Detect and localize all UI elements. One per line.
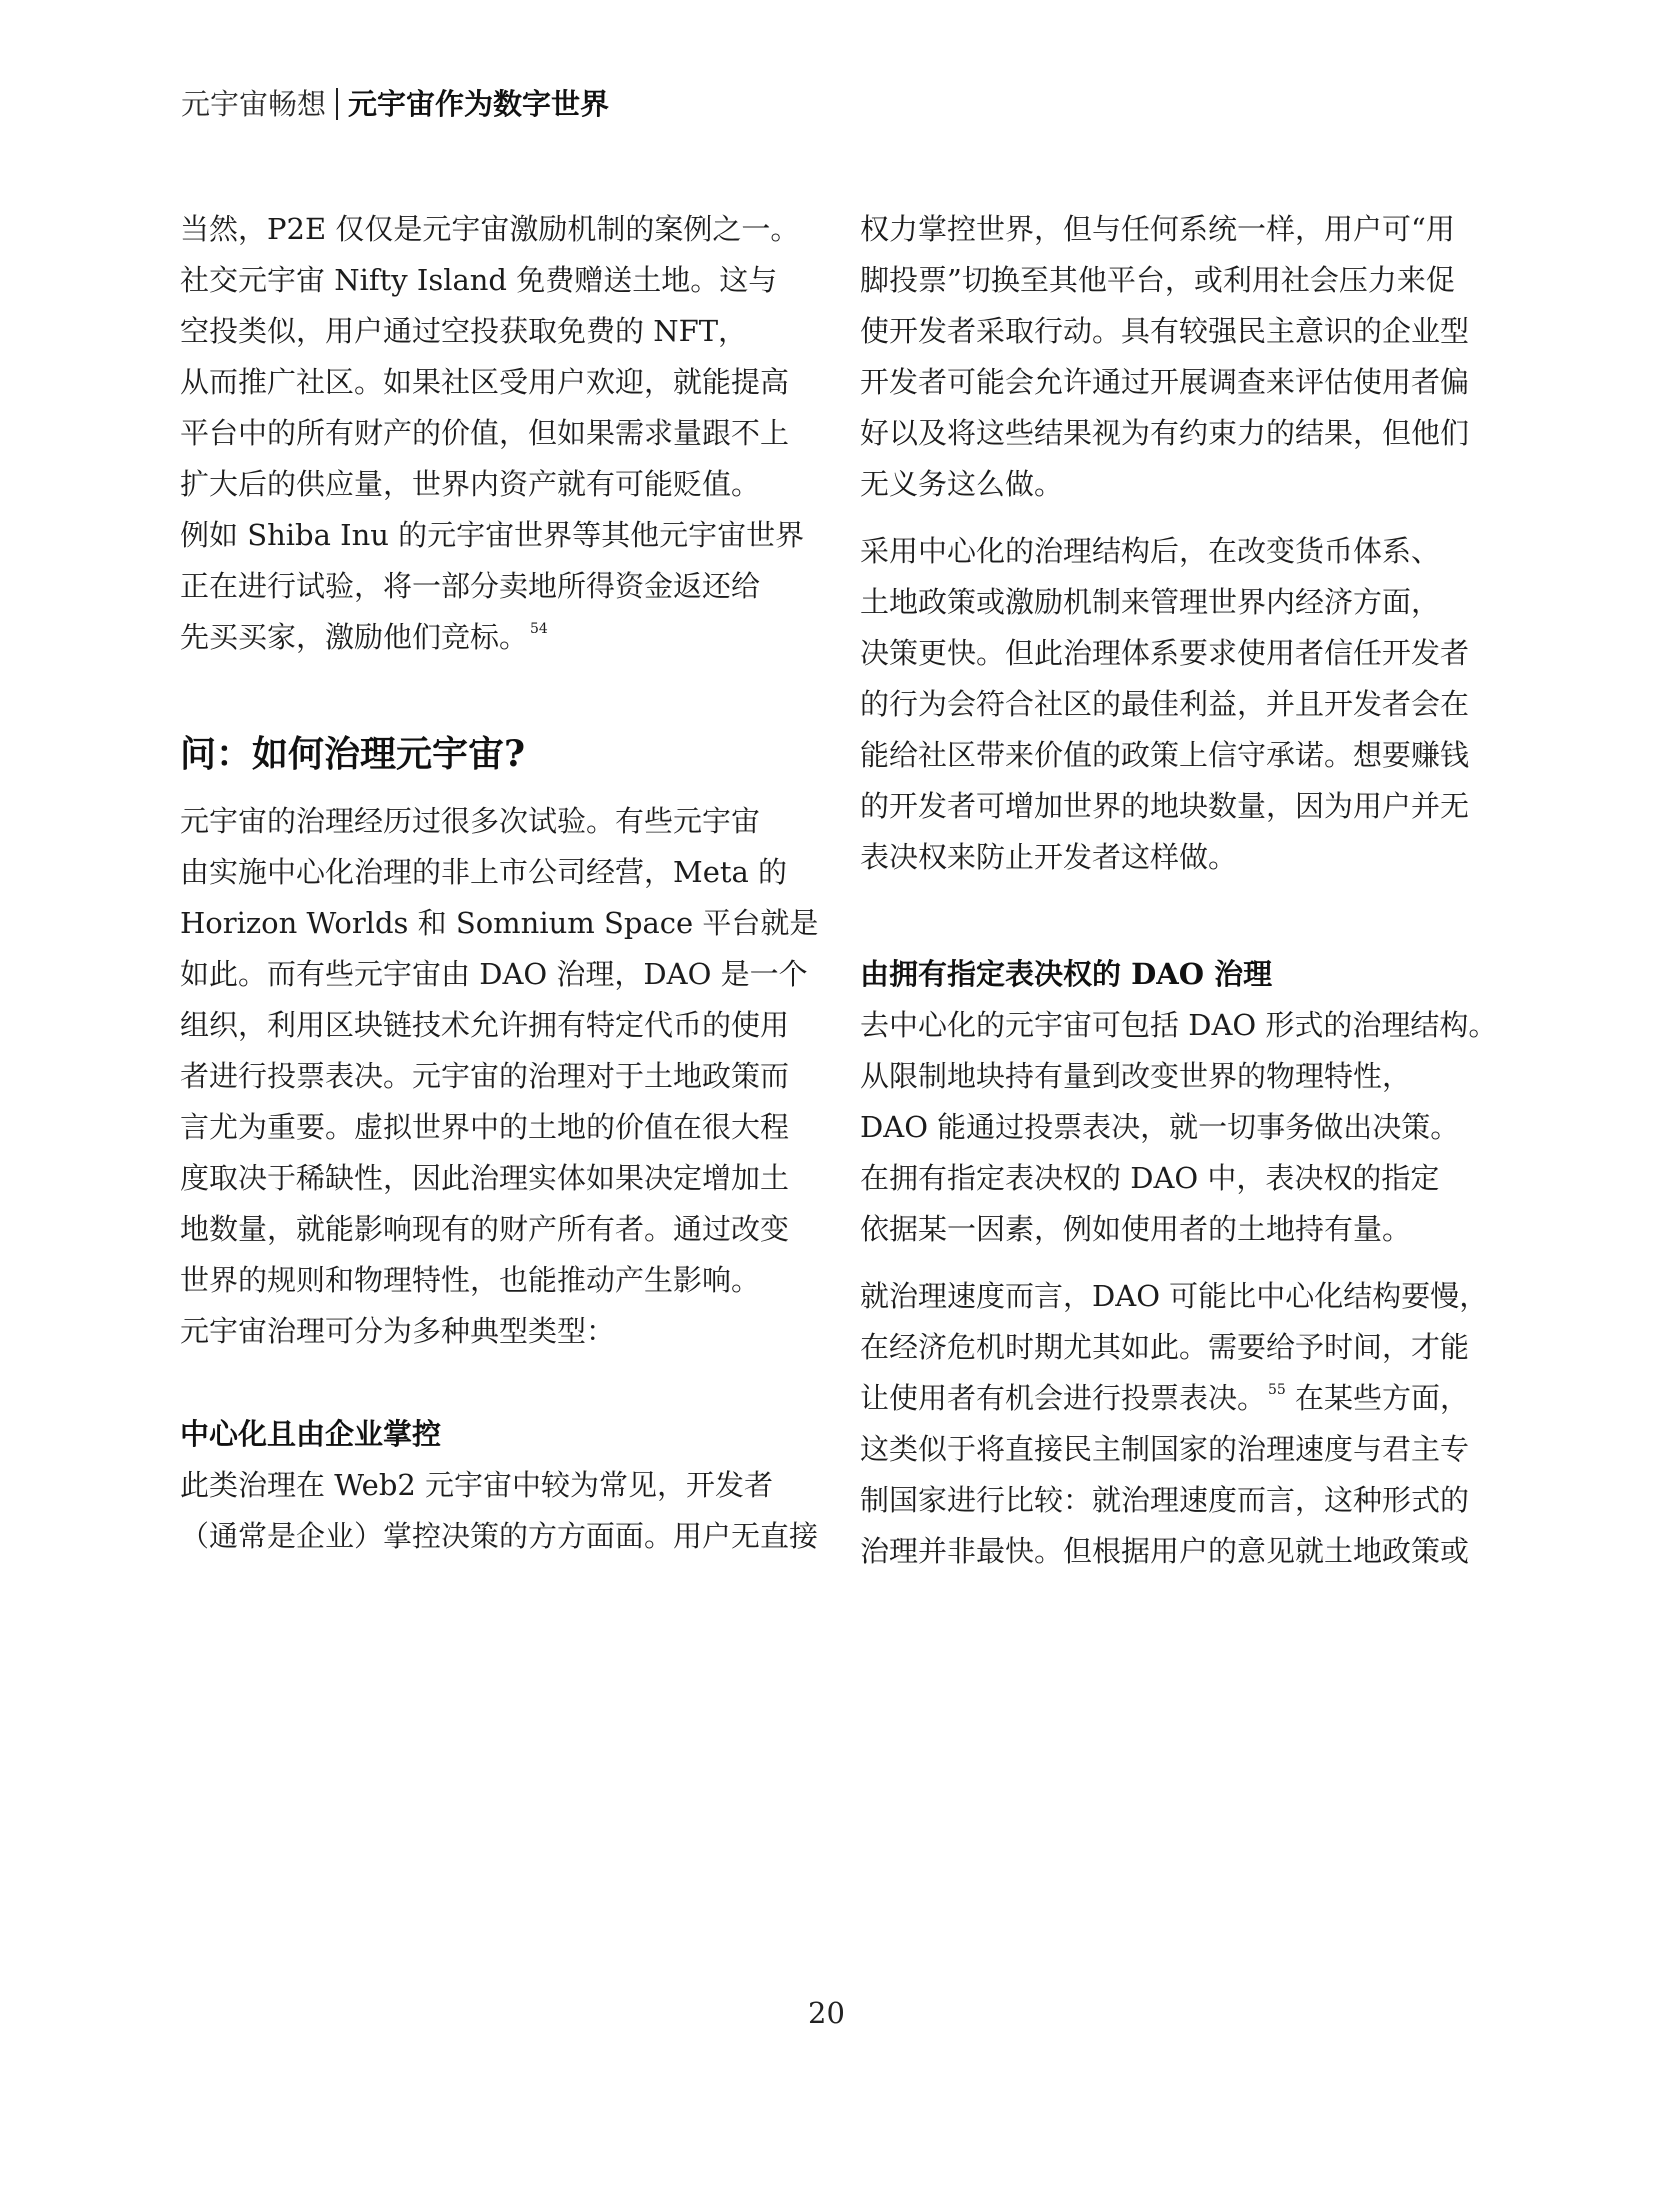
spacer [860,1255,1460,1271]
spacer [180,1357,800,1409]
text-line: 土地政策或激励机制来管理世界内经济方面， [860,585,1441,619]
text-line: 言尤为重要。虚拟世界中的土地的价值在很大程 [180,1110,790,1144]
text-line: 正在进行试验，将一部分卖地所得资金返还给 [180,569,761,603]
text-line: 者进行投票表决。元宇宙的治理对于土地政策而 [180,1059,790,1093]
spacer [860,510,1460,526]
text-fragment: 让使用者有机会进行投票表决。 [860,1381,1267,1415]
text-line: 权力掌控世界，但与任何系统一样，用户可“用 [860,212,1455,246]
text-line: 制国家进行比较：就治理速度而言，这种形式的 [860,1483,1470,1517]
text-line: 当然，P2E 仅仅是元宇宙激励机制的案例之一。 [180,212,800,246]
text-line: 元宇宙治理可分为多种典型类型： [180,1314,616,1348]
text-line: 元宇宙的治理经历过很多次试验。有些元宇宙 [180,804,761,838]
paragraph-centralized-corporate [180,1460,819,1562]
spacer [180,663,800,729]
text-line: 社交元宇宙 Nifty Island 免费赠送土地。这与 [180,263,778,297]
text-line: 依据某一因素，例如使用者的土地持有量。 [860,1212,1412,1246]
text-line: 就治理速度而言，DAO 可能比中心化结构要慢， [860,1279,1489,1313]
right-column [860,204,1498,1577]
text-line: 使开发者采取行动。具有较强民主意识的企业型 [860,314,1470,348]
paragraph-dao-governance [860,1000,1498,1255]
text-line: 如此。而有些元宇宙由 DAO 治理，DAO 是一个 [180,957,808,991]
header-series-title: 元宇宙畅想 [181,87,327,121]
running-header [181,84,609,124]
text-line: 组织，利用区块链技术允许拥有特定代币的使用 [180,1008,790,1042]
text-line: 脚投票”切换至其他平台，或利用社会压力来促 [860,263,1455,297]
text-line: 无义务这么做。 [860,467,1064,501]
text-line: Horizon Worlds 和 Somnium Space 平台就是 [180,906,819,940]
text-line: 此类治理在 Web2 元宇宙中较为常见，开发者 [180,1468,774,1502]
text-line: 采用中心化的治理结构后，在改变货币体系、 [860,534,1441,568]
text-line: 能给社区带来价值的政策上信守承诺。想要赚钱 [860,738,1470,772]
text-line: 去中心化的元宇宙可包括 DAO 形式的治理结构。 [860,1008,1498,1042]
text-fragment: 在某些方面， [1285,1381,1470,1415]
text-line: 平台中的所有财产的价值，但如果需求量跟不上 [180,416,790,450]
text-line: 的行为会符合社区的最佳利益，并且开发者会在 [860,687,1470,721]
header-chapter-title: 元宇宙作为数字世界 [348,87,610,121]
text-line: 在经济危机时期尤其如此。需要给予时间，才能 [860,1330,1470,1364]
spacer [860,883,1460,949]
text-line: 扩大后的供应量，世界内资产就有可能贬值。 [180,467,761,501]
text-line-with-footnote [180,612,800,663]
text-line-with-footnote [860,1373,1470,1424]
text-line: 世界的规则和物理特性，也能推动产生影响。 [180,1263,761,1297]
paragraph-user-power [860,204,1470,510]
paragraph-centralized-tradeoffs [860,526,1470,883]
text-line: 地数量，就能影响现有的财产所有者。通过改变 [180,1212,790,1246]
text-fragment: 先买买家，激励他们竞标。 [180,620,529,654]
text-line: （通常是企业）掌控决策的方方面面。用户无直接 [180,1519,819,1553]
section-heading-governance-question: 问：如何治理元宇宙? [180,733,526,775]
left-column [180,204,819,1562]
text-line: 治理并非最快。但根据用户的意见就土地政策或 [860,1534,1470,1568]
text-line: 开发者可能会允许通过开展调查来评估使用者偏 [860,365,1470,399]
footnote-ref-54: 54 [530,621,548,637]
text-line: 由实施中心化治理的非上市公司经营，Meta 的 [180,855,788,889]
page-number: 20 [808,1996,845,2030]
text-line: 从而推广社区。如果社区受用户欢迎，就能提高 [180,365,790,399]
header-divider [336,88,338,120]
text-line: 好以及将这些结果视为有约束力的结果，但他们 [860,416,1470,450]
spacer [180,780,800,796]
text-line: 从限制地块持有量到改变世界的物理特性， [860,1059,1412,1093]
text-line: 在拥有指定表决权的 DAO 中，表决权的指定 [860,1161,1440,1195]
footnote-ref-55: 55 [1268,1382,1286,1398]
text-line: 决策更快。但此治理体系要求使用者信任开发者 [860,636,1470,670]
subheading-centralized-corporate: 中心化且由企业掌控 [180,1417,442,1451]
text-line: 这类似于将直接民主制国家的治理速度与君主专 [860,1432,1470,1466]
paragraph-governance-intro [180,796,819,1357]
text-line: 表决权来防止开发者这样做。 [860,840,1238,874]
subheading-dao-governance: 由拥有指定表决权的 DAO 治理 [860,957,1273,991]
paragraph-dao-speed [860,1271,1489,1577]
text-line: 的开发者可增加世界的地块数量，因为用户并无 [860,789,1470,823]
text-line: DAO 能通过投票表决，就一切事务做出决策。 [860,1110,1460,1144]
paragraph-p2e-incentives [180,204,805,663]
text-line: 度取决于稀缺性，因此治理实体如果决定增加土 [180,1161,790,1195]
text-line: 空投类似，用户通过空投获取免费的 NFT， [180,314,748,348]
text-line: 例如 Shiba Inu 的元宇宙世界等其他元宇宙世界 [180,518,805,552]
